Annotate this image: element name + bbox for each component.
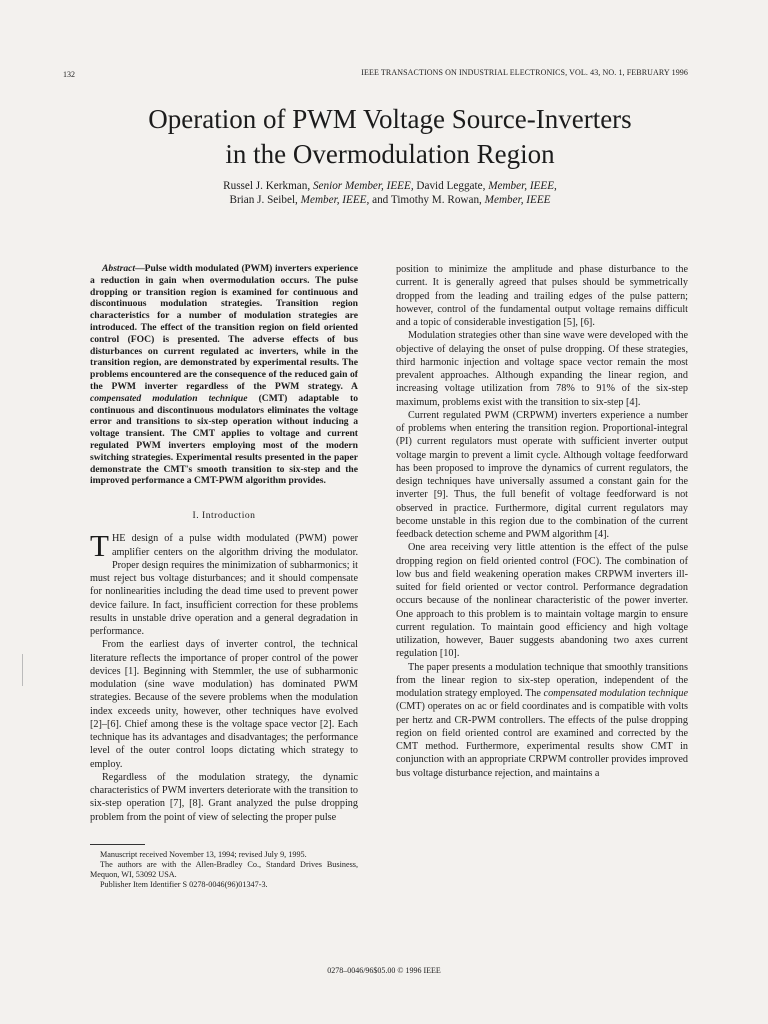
journal-header: IEEE TRANSACTIONS ON INDUSTRIAL ELECTRONICS, VOL. 43, NO. 1, FEBRUARY 1996: [361, 68, 688, 77]
section-heading-introduction: I. Introduction: [192, 510, 256, 522]
author-role: Member, IEEE,: [300, 193, 370, 206]
abstract-dash: —: [135, 263, 145, 274]
author-name: Russel J. Kerkman,: [223, 180, 311, 192]
title-line-2: in the Overmodulation Region: [225, 139, 555, 169]
body-paragraph: Current regulated PWM (CRPWM) inverters experience a number of problems when entering the transition region. Proportional-integral (PI) current regulators must operate with sufficient inverter output voltage margin to prevent a limit cycle. Although voltage feedforward has been proposed to improve the dynamics of current regulators, the design techniques have universally assumed a constant gain for the inverter [9]. Thus, the full benefit of voltage feedforward is not observed in practice. Furthermore, digital current regulators may become unstable in this region due to the combination of the current feedback detection scheme and PWM algorithm [4].: [396, 409, 688, 540]
left-column: [90, 263, 358, 890]
body-paragraph: One area receiving very little attention is the effect of the pulse dropping region on field oriented control (FOC). The combination of low bus and field weakening operation makes CRPWM inverters ill-suited for field oriented or vector control. Performance degradation occurs because of the nonlinear characteristic of the power inverter. One approach to this problem is to maintain voltage margin to ensure current regulation. To maintain good efficiency and high voltage utilization, however, Bauer suggests abandoning two axes current regulation [10].: [396, 542, 688, 660]
drop-cap: T: [90, 528, 109, 564]
right-column: [396, 263, 688, 780]
author-list: [120, 180, 660, 207]
author-name: Timothy M. Rowan,: [390, 193, 482, 206]
author-conjunction: and: [372, 193, 389, 206]
body-emphasis: compensated modulation technique: [543, 688, 688, 699]
footnote-identifier: Publisher Item Identifier S 0278-0046(96)01347-3.: [100, 879, 268, 889]
page-number: 132: [63, 70, 75, 79]
footnotes: [90, 850, 358, 890]
author-role: Member, IEEE: [484, 193, 551, 206]
intro-paragraph-1: [90, 528, 358, 638]
intro-paragraph-2: From the earliest days of inverter control, the technical literature reflects the importance of proper control of the power devices [1]. Beginning with Stemmler, the use of subharmonic modulation (sine wave modulation) has dominated PWM strategies. Because of the severe problems when the modulation index exceeds unity, however, other techniques have evolved [2]–[6]. Chief among these is the voltage space vector [2]. Each technique has its advantages and disadvantages; the performance level of the outer control loops dictating which strategy to employ.: [90, 639, 358, 770]
footnote-manuscript: Manuscript received November 13, 1994; revised July 9, 1995.: [100, 849, 307, 859]
body-paragraph: [396, 661, 688, 780]
intro-text-1: HE design of a pulse width modulated (PWM) power amplifier centers on the algorithm driving the modulator. Proper design requires the minimization of subharmonics; it must reject bus voltage disturbances; and it should compensate for nonlinearities including the dead time used to prevent power device failure. In fact, insufficient correction for these problems results in unstable drive operation and a general degradation in performance.: [90, 533, 358, 638]
title-line-1: Operation of PWM Voltage Source-Inverters: [148, 104, 632, 134]
paper-title: [90, 102, 690, 172]
intro-paragraph-3: Regardless of the modulation strategy, the dynamic characteristics of PWM inverters deteriorate with the transition to six-step operation [7], [8]. Grant analyzed the pulse dropping problem from the point of view of selecting the proper pulse: [90, 771, 358, 823]
author-name: David Leggate,: [416, 180, 486, 192]
margin-mark: [22, 654, 23, 686]
abstract-label: Abstract: [102, 263, 136, 274]
body-paragraph: position to minimize the amplitude and phase disturbance to the current. It is generally agreed that pulses should be symmetrically dropped from the leading and trailing edges of the pulse pattern; however, control of the fundamental output voltage remains difficult and a topic of considerable investigation [5], [6].: [396, 264, 688, 328]
abstract-text-2: (CMT) adaptable to continuous and discontinuous modulators eliminates the voltage error and transitions to six-step operation without inducing a voltage transient. The CMT applies to voltage and current regulated PWM inverters employing most of the modern switching strategies. Experimental results presented in the paper demonstrate the CMT's smooth transition to six-step and the improved performance a CMT-PWM algorithm provides.: [90, 392, 358, 487]
footnote-divider: [90, 844, 145, 845]
body-paragraph: Modulation strategies other than sine wave were developed with the objective of delaying the onset of pulse dropping. Of these strategies, third harmonic injection and voltage space vector remain the most prevalent approaches. Although expanding the linear region, and increasing voltage utilization from 78% to 91% of the six-step maximum, problems exist with the transition to six-step [4].: [396, 330, 688, 408]
footnote-affiliation: The authors are with the Allen-Bradley Co., Standard Drives Business, Mequon, WI, 53092 USA.: [90, 859, 358, 879]
author-role: Senior Member, IEEE,: [312, 180, 414, 192]
abstract-text-1: Pulse width modulated (PWM) inverters experience a reduction in gain when overmodulation occurs. The pulse dropping or transition region is examined for continuous and discontinuous modulation strategies. Transition region characteristics for a number of modulation strategies are introduced. The effect of the transition region on field oriented control (FOC) is presented. The adverse effects of bus disturbances on current regulated ac inverters, while in the transition region, are demonstrated by experimental results. The problems encountered are the consequence of the reduced gain of the PWM inverter regardless of the PWM strategy. A: [90, 263, 358, 392]
body-text: (CMT) operates on ac or field coordinates and is compatible with volts per hertz and CR-PWM controllers. The effects of the pulse dropping region on field oriented control are examined and corrected by the CMT method. Furthermore, experimental results show CMT in conjunction with an appropriate CRPWM controller provides improved bus voltage disturbance rejection, and maintains a: [396, 701, 688, 779]
abstract: [90, 263, 358, 487]
copyright-line: 0278–0046/96$05.00 © 1996 IEEE: [327, 966, 441, 975]
author-role: Member, IEEE,: [488, 180, 557, 192]
body-text: The paper presents a modulation technique that smoothly transitions from the linear region to six-step operation, independent of the modulation strategy employed. The: [396, 661, 688, 699]
author-name: Brian J. Seibel,: [229, 193, 298, 206]
abstract-emphasis: compensated modulation technique: [90, 392, 248, 404]
